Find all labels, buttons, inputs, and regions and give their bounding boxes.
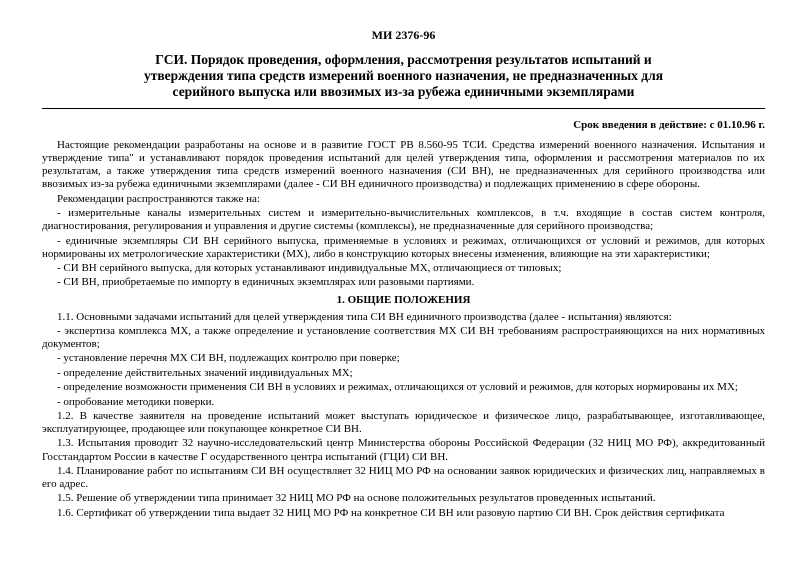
section-paragraph: 1.6. Сертификат об утверждении типа выдает 32 НИЦ МО РФ на конкретное СИ ВН или разовую партию СИ ВН. Срок действия сертификата	[57, 506, 725, 519]
section-paragraph: 1.5. Решение об утверждении типа принимает 32 НИЦ МО РФ на основе положительных результатов проведенных испытаний.	[57, 492, 656, 505]
intro-paragraph: Настоящие рекомендации разработаны на основе и в развитие ГОСТ РВ 8.560-95 ТСИ. Средства измерений военного назначения. Испытания и утверждение типа" и устанавливают порядок проведения испытаний для целей утверждения типа, оформления и рассмотрения материалов по их результатам, а также утверждения типа средств измерений военного назначения (СИ ВН), не предназначенных для серийного производства или ввозимых из-за рубежа единичными экземплярами (далее - СИ ВН единичного производства) и подлежащих применению в сфере обороны.	[42, 139, 765, 191]
section-paragraph: 1.2. В качестве заявителя на проведение испытаний может выступать юридическое и физическое лицо, разрабатывающее, изготавливающее, эксплуатирующее, продающее или покупающее конкретное СИ ВН.	[42, 409, 765, 436]
intro-list-item: - СИ ВН, приобретаемые по импорту в единичных экземплярах или разовыми партиями.	[57, 276, 475, 289]
document-code: МИ 2376-96	[371, 28, 436, 42]
section-paragraph: 1.3. Испытания проводит 32 научно-исследовательский центр Министерства обороны Российской Федерации (32 НИЦ МО РФ), аккредитованный Госстандартом России в качестве Г осударственного центра испытаний (ГЦИ) СИ ВН.	[42, 437, 765, 463]
effective-date: Срок введения в действие: с 01.10.96 г.	[573, 119, 765, 131]
section-heading: 1. ОБЩИЕ ПОЛОЖЕНИЯ	[336, 293, 471, 306]
section-list-item: - экспертиза комплекса МХ, а также определение и установление соответствия МХ СИ ВН требованиям распространяющихся на них нормативных документов;	[42, 324, 765, 350]
title-divider	[42, 108, 765, 109]
document-title: ГСИ. Порядок проведения, оформления, рассмотрения результатов испытаний и утверждения типа средств измерений военного назначения, не предназначенных для серийного выпуска или ввозимых из-за рубежа единичными экземплярами	[143, 52, 664, 99]
intro-paragraph: Рекомендации распространяются также на:	[57, 192, 260, 205]
section-list-item: - определение возможности применения СИ ВН в условиях и режимах, отличающихся от условий и режимов, для которых нормированы их МХ;	[57, 381, 738, 394]
section-list-item: - определение действительных значений индивидуальных МХ;	[57, 366, 353, 379]
section-paragraph: 1.1. Основными задачами испытаний для целей утверждения типа СИ ВН единичного производства (далее - испытания) являются:	[57, 310, 672, 323]
intro-list-item: - единичные экземпляры СИ ВН серийного выпуска, применяемые в условиях и режимах, отличающихся от условий и режимов, для которых нормированы их метрологические характеристики (МХ), либо в конструкцию которых внесены изменения, влияющие на эти характеристики;	[42, 234, 765, 260]
intro-list-item: - СИ ВН серийного выпуска, для которых устанавливают индивидуальные МХ, отличающиеся от типовых;	[57, 262, 562, 275]
intro-list-item: - измерительные каналы измерительных систем и измерительно-вычислительных комплексов, в т.ч. входящие в состав систем контроля, диагностирования, регулирования и управления и другие системы (комплексы), не предназначенные для серийного производства;	[42, 207, 765, 233]
section-list-item: - установление перечня МХ СИ ВН, подлежащих контролю при поверке;	[57, 352, 400, 365]
section-list-item: - опробование методики поверки.	[57, 395, 215, 408]
section-paragraph: 1.4. Планирование работ по испытаниям СИ ВН осуществляет 32 НИЦ МО РФ на основании заявок юридических и физических лиц, направляемых в его адрес.	[42, 464, 765, 491]
